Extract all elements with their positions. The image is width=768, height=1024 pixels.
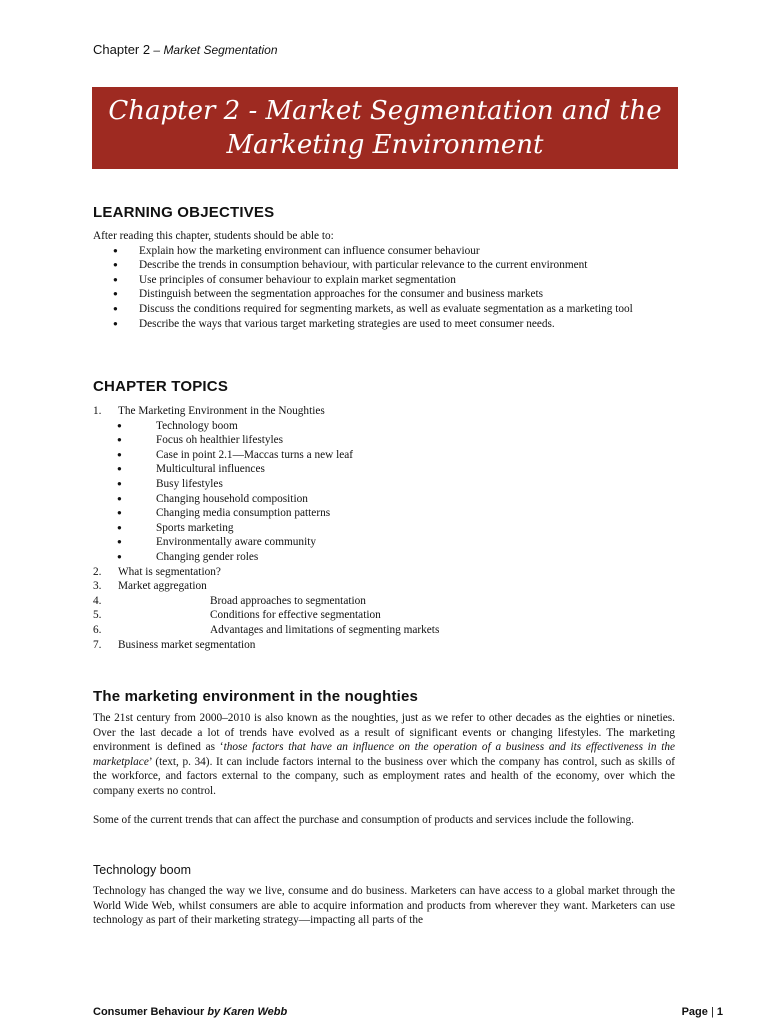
topic-label: Business market segmentation: [118, 638, 256, 651]
learning-objectives-list: [93, 244, 675, 332]
paragraph-text: The 21st century from 2000–2010 is also known as the noughties, just as we refer to other decades as the eighties or nineties. Over the last decade a lot of trends have evolved as a result of significant events or changing lifestyles. The marketing environment is defined as ‘: [93, 712, 675, 754]
topic-label: Broad approaches to segmentation: [210, 594, 366, 607]
header-subtitle: Market Segmentation: [163, 43, 278, 57]
topic-label: Advantages and limitations of segmenting markets: [210, 623, 440, 636]
technology-boom-subheading: Technology boom: [93, 863, 191, 877]
chapter-topics-block: [93, 404, 675, 652]
topic-sub-item: ● Changing gender roles: [93, 550, 675, 565]
topic-item: [93, 565, 675, 580]
learning-objectives-block: [93, 229, 675, 331]
topic-number: 2.: [93, 565, 102, 578]
topic-item: [93, 404, 675, 565]
topic-sub-item: ● Environmentally aware community: [93, 535, 675, 550]
topic-item: [93, 579, 675, 594]
topic-number: 1.: [93, 405, 102, 417]
section-paragraph-1: [93, 711, 675, 799]
section-paragraph-2: Some of the current trends that can affect the purchase and consumption of products and services include the following.: [93, 814, 634, 826]
topic-label: Conditions for effective segmentation: [210, 609, 381, 622]
topic-item: [93, 594, 675, 609]
running-header: [93, 42, 278, 57]
header-chapter: Chapter 2: [93, 42, 151, 57]
topic-label: Market aggregation: [118, 580, 207, 593]
page-number: 1: [716, 1006, 723, 1018]
topic-label: What is segmentation?: [118, 565, 221, 578]
chapter-title-banner: [92, 87, 678, 169]
topic-number: 5.: [93, 609, 102, 622]
footer-author: by Karen Webb: [207, 1006, 288, 1018]
topic-item: [93, 638, 675, 653]
topic-sub-item: ● Focus oh healthier lifestyles: [93, 433, 675, 448]
topic-number: 4.: [93, 594, 102, 607]
definition-quote: those factors that have an influence on the operation of a business and its effectiveness in the marketplace: [93, 741, 675, 768]
footer-page-number: [682, 1006, 723, 1018]
learning-objectives-intro: After reading this chapter, students should be able to:: [93, 230, 334, 242]
objective-item: ● Distinguish between the segmentation approaches for the consumer and business markets: [93, 287, 675, 302]
chapter-topics-heading: CHAPTER TOPICS: [93, 378, 229, 395]
topic-sub-list: [93, 419, 675, 565]
topic-sub-item: ● Changing household composition: [93, 492, 675, 507]
topic-item: [93, 623, 675, 638]
page-footer: [93, 1006, 723, 1018]
topic-sub-item: ● Busy lifestyles: [93, 477, 675, 492]
chapter-title-line2: Marketing Environment: [226, 130, 544, 160]
learning-objectives-heading: LEARNING OBJECTIVES: [93, 204, 275, 221]
topic-number: 3.: [93, 580, 102, 593]
section-heading: The marketing environment in the noughties: [93, 688, 419, 705]
topic-number: 6.: [93, 623, 102, 636]
chapter-title-line1: Chapter 2 - Market Segmentation and the: [108, 96, 662, 126]
topic-sub-item: ● Sports marketing: [93, 521, 675, 536]
topic-sub-item: ● Technology boom: [93, 419, 675, 434]
topic-sub-item: ● Case in point 2.1—Maccas turns a new leaf: [93, 448, 675, 463]
topic-number: 7.: [93, 638, 102, 651]
chapter-topics-list: [93, 404, 675, 652]
topic-label: The Marketing Environment in the Noughties: [118, 405, 325, 417]
objective-item: ● Use principles of consumer behaviour to explain market segmentation: [93, 273, 675, 288]
section-paragraph-3: Technology has changed the way we live, consume and do business. Marketers can have access to a global market through the World Wide Web, whilst consumers are able to acquire information and products from wherever they want. Marketers can use technology as part of their marketing strategy—impacting all parts of the: [93, 885, 675, 927]
objective-item: ● Discuss the conditions required for segmenting markets, as well as evaluate segmentation as a marketing tool: [93, 302, 675, 317]
header-dash: –: [150, 43, 164, 57]
topic-item: [93, 608, 675, 623]
objective-item: ● Explain how the marketing environment can influence consumer behaviour: [93, 244, 675, 259]
topic-sub-item: ● Changing media consumption patterns: [93, 506, 675, 521]
objective-item: ● Describe the trends in consumption behaviour, with particular relevance to the current environment: [93, 258, 675, 273]
objective-item: ● Describe the ways that various target marketing strategies are used to meet consumer needs.: [93, 317, 675, 332]
footer-book-title: Consumer Behaviour: [93, 1006, 208, 1018]
topic-sub-item: ● Multicultural influences: [93, 462, 675, 477]
paragraph-text: ’ (text, p. 34). It can include factors internal to the business over which the company has control, such as skills of the workforce, and factors external to the company, such as employment rates and health of the economy, over which the company exerts no control.: [93, 755, 675, 797]
page-separator: |: [707, 1006, 717, 1018]
page-label: Page: [681, 1006, 708, 1018]
